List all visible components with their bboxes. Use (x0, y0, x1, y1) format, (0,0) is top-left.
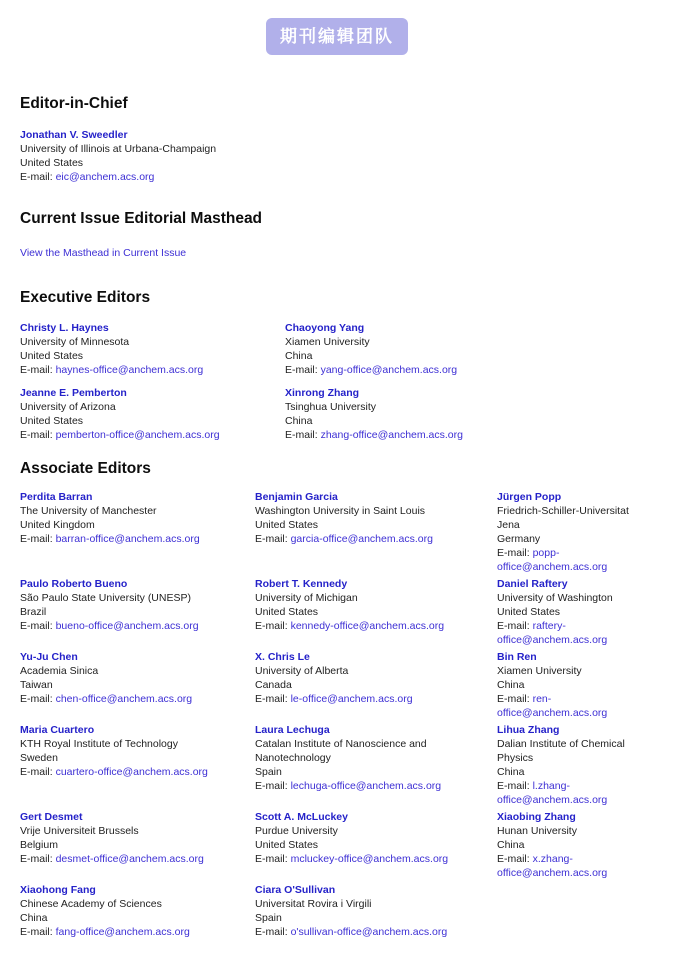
editor-email-link[interactable]: raftery-office@anchem.acs.org (497, 620, 608, 646)
email-label: E-mail: (20, 853, 56, 865)
email-label: E-mail: (20, 429, 56, 441)
editor-affiliation: Chinese Academy of Sciences (20, 898, 162, 910)
editor-affiliation: University of Michigan (255, 592, 358, 604)
editor-affiliation: Dalian Institute of Chemical Physics (497, 738, 625, 764)
editor-affiliation: Academia Sinica (20, 665, 99, 677)
email-label: E-mail: (255, 853, 291, 865)
editor-email-line (20, 692, 245, 706)
editor-email-link[interactable]: haynes-office@anchem.acs.org (55, 364, 204, 376)
editor-email-link[interactable]: desmet-office@anchem.acs.org (55, 853, 204, 865)
editor-name-link[interactable]: X. Chris Le (255, 651, 310, 663)
editor-country: United States (255, 606, 319, 618)
email-label: E-mail: (255, 693, 291, 705)
editor-country: United States (20, 415, 84, 427)
editor-name-link[interactable]: Bin Ren (497, 651, 537, 663)
editor-email-line (497, 619, 650, 647)
editor-country: United States (20, 157, 84, 169)
editor-country: Brazil (20, 606, 47, 618)
editor-email-link[interactable]: mcluckey-office@anchem.acs.org (290, 853, 449, 865)
editor-country: China (497, 766, 525, 778)
editor-country: Taiwan (20, 679, 53, 691)
editor-country: Canada (255, 679, 292, 691)
editor-country: China (20, 912, 48, 924)
email-label: E-mail: (285, 429, 321, 441)
editor-card (255, 490, 497, 574)
editor-card (20, 577, 255, 647)
editor-name-link[interactable]: Scott A. McLuckey (255, 811, 348, 823)
editor-email-line (255, 779, 487, 793)
editor-email-link[interactable]: lechuga-office@anchem.acs.org (290, 780, 442, 792)
editor-email-line (497, 779, 650, 807)
associate-editors-list (20, 490, 660, 939)
page-header (0, 0, 674, 55)
editor-card (20, 128, 660, 184)
editor-card (20, 650, 255, 720)
editor-card (255, 577, 497, 647)
editor-affiliation: Washington University in Saint Louis (255, 505, 426, 517)
editor-affiliation: University of Minnesota (20, 336, 130, 348)
editor-name-link[interactable]: Gert Desmet (20, 811, 83, 823)
editor-email-link[interactable]: cuartero-office@anchem.acs.org (55, 766, 208, 778)
email-label: E-mail: (285, 364, 321, 376)
section-title-editor-in-chief: Editor-in-Chief (20, 95, 128, 112)
email-label: E-mail: (20, 766, 56, 778)
email-label: E-mail: (497, 693, 533, 705)
editor-name-link[interactable]: Laura Lechuga (255, 724, 330, 736)
editor-card (20, 321, 285, 377)
editor-country: Spain (255, 912, 282, 924)
editor-email-line (255, 925, 487, 939)
editor-country: United Kingdom (20, 519, 95, 531)
editor-email-link[interactable]: le-office@anchem.acs.org (290, 693, 413, 705)
editor-name-link[interactable]: Christy L. Haynes (20, 322, 109, 334)
editor-affiliation: Vrije Universiteit Brussels (20, 825, 139, 837)
editor-email-link[interactable]: pemberton-office@anchem.acs.org (55, 429, 220, 441)
editor-country: Belgium (20, 839, 58, 851)
editor-email-link[interactable]: barran-office@anchem.acs.org (55, 533, 200, 545)
editor-email-line (255, 619, 487, 633)
editor-email-line (255, 532, 487, 546)
editor-email-line (255, 852, 487, 866)
editor-name-link[interactable]: Xinrong Zhang (285, 387, 360, 399)
editor-in-chief-list (20, 128, 660, 184)
editor-card (255, 650, 497, 720)
editor-country: United States (255, 839, 319, 851)
editor-name-link[interactable]: Jürgen Popp (497, 491, 562, 503)
editor-card (497, 723, 660, 807)
editor-name-link[interactable]: Lihua Zhang (497, 724, 560, 736)
editor-name-link[interactable]: Xiaohong Fang (20, 884, 96, 896)
section-title-masthead: Current Issue Editorial Masthead (20, 210, 263, 227)
editor-email-link[interactable]: yang-office@anchem.acs.org (320, 364, 458, 376)
email-label: E-mail: (497, 853, 533, 865)
editor-email-line (20, 852, 245, 866)
editor-name-link[interactable]: Chaoyong Yang (285, 322, 365, 334)
editor-affiliation: University of Illinois at Urbana-Champaign (20, 143, 217, 155)
editor-card (20, 490, 255, 574)
editor-country: United States (497, 606, 561, 618)
editor-email-line (285, 363, 650, 377)
editor-name-link[interactable]: Xiaobing Zhang (497, 811, 576, 823)
editor-affiliation: Hunan University (497, 825, 577, 837)
editor-name-link[interactable]: Perdita Barran (20, 491, 93, 503)
editor-card (497, 577, 660, 647)
main-content (0, 94, 674, 959)
editor-card (255, 883, 497, 939)
editor-card (20, 883, 255, 939)
editor-affiliation: Universitat Rovira i Virgili (255, 898, 372, 910)
email-label: E-mail: (255, 620, 291, 632)
editor-country: China (497, 679, 525, 691)
editor-email-link[interactable]: kennedy-office@anchem.acs.org (290, 620, 445, 632)
editor-email-line (20, 170, 650, 184)
editor-affiliation: University of Alberta (255, 665, 349, 677)
editor-affiliation: Xiamen University (285, 336, 370, 348)
editor-affiliation: São Paulo State University (UNESP) (20, 592, 191, 604)
editor-affiliation: University of Washington (497, 592, 613, 604)
email-label: E-mail: (497, 547, 533, 559)
editor-email-link[interactable]: popp-office@anchem.acs.org (497, 547, 608, 573)
editor-name-link[interactable]: Paulo Roberto Bueno (20, 578, 128, 590)
editor-email-line (255, 692, 487, 706)
editor-card (255, 810, 497, 880)
editor-name-link[interactable]: Robert T. Kennedy (255, 578, 348, 590)
email-label: E-mail: (255, 780, 291, 792)
editor-card (20, 810, 255, 880)
email-label: E-mail: (255, 533, 291, 545)
editor-name-link[interactable]: Daniel Raftery (497, 578, 568, 590)
editor-email-link[interactable]: chen-office@anchem.acs.org (55, 693, 193, 705)
email-label: E-mail: (20, 620, 56, 632)
editor-name-link[interactable]: Yu-Ju Chen (20, 651, 78, 663)
email-label: E-mail: (20, 533, 56, 545)
section-title-associate-editors: Associate Editors (20, 460, 151, 477)
editor-card (20, 723, 255, 807)
editor-card (20, 386, 285, 442)
editor-affiliation: Xiamen University (497, 665, 582, 677)
email-label: E-mail: (497, 780, 533, 792)
view-masthead-link[interactable]: View the Masthead in Current Issue (20, 247, 187, 259)
editor-email-line (20, 363, 275, 377)
editor-country: China (285, 415, 313, 427)
editor-country: China (285, 350, 313, 362)
editor-affiliation: Catalan Institute of Nanoscience and Nanotechnology (255, 738, 427, 764)
editor-card (497, 650, 660, 720)
editor-affiliation: University of Arizona (20, 401, 116, 413)
editor-country: Germany (497, 533, 541, 545)
editor-card (255, 723, 497, 807)
editor-email-link[interactable]: zhang-office@anchem.acs.org (320, 429, 463, 441)
email-label: E-mail: (20, 171, 56, 183)
editor-name-link[interactable]: Benjamin Garcia (255, 491, 338, 503)
email-label: E-mail: (20, 926, 56, 938)
editor-card (497, 490, 660, 574)
email-label: E-mail: (20, 693, 56, 705)
email-label: E-mail: (20, 364, 56, 376)
editor-email-link[interactable]: bueno-office@anchem.acs.org (55, 620, 199, 632)
editor-email-line (20, 925, 245, 939)
editor-affiliation: Purdue University (255, 825, 338, 837)
editor-email-line (285, 428, 650, 442)
editor-email-link[interactable]: eic@anchem.acs.org (55, 171, 155, 183)
editor-email-link[interactable]: garcia-office@anchem.acs.org (290, 533, 433, 545)
executive-editors-list (20, 321, 660, 442)
editor-affiliation: Friedrich-Schiller-Universitat Jena (497, 505, 629, 531)
editor-country: Spain (255, 766, 282, 778)
editor-email-line (20, 532, 245, 546)
editor-name-link[interactable]: Ciara O'Sullivan (255, 884, 336, 896)
editor-affiliation: KTH Royal Institute of Technology (20, 738, 178, 750)
editor-country: United States (20, 350, 84, 362)
editor-email-line (20, 428, 275, 442)
editor-card (497, 810, 660, 880)
editor-email-line (497, 852, 650, 880)
editor-card (285, 321, 660, 377)
editor-affiliation: The University of Manchester (20, 505, 157, 517)
editor-name-link[interactable]: Maria Cuartero (20, 724, 95, 736)
editor-email-line (20, 765, 245, 779)
editor-email-line (497, 546, 650, 574)
email-label: E-mail: (255, 926, 291, 938)
editor-email-line (497, 692, 650, 720)
editor-email-link[interactable]: fang-office@anchem.acs.org (55, 926, 190, 938)
editor-affiliation: Tsinghua University (285, 401, 377, 413)
page-title-badge: 期刊编辑团队 (266, 18, 408, 55)
editor-country: United States (255, 519, 319, 531)
section-title-executive-editors: Executive Editors (20, 289, 151, 306)
editor-country: China (497, 839, 525, 851)
editor-card (285, 386, 660, 442)
editor-country: Sweden (20, 752, 58, 764)
editor-email-line (20, 619, 245, 633)
editor-email-link[interactable]: l.zhang-office@anchem.acs.org (497, 780, 608, 806)
editor-name-link[interactable]: Jeanne E. Pemberton (20, 387, 127, 399)
email-label: E-mail: (497, 620, 533, 632)
editor-email-link[interactable]: ren-office@anchem.acs.org (497, 693, 608, 719)
editor-email-link[interactable]: x.zhang-office@anchem.acs.org (497, 853, 608, 879)
editor-email-link[interactable]: o'sullivan-office@anchem.acs.org (290, 926, 448, 938)
editor-name-link[interactable]: Jonathan V. Sweedler (20, 129, 128, 141)
